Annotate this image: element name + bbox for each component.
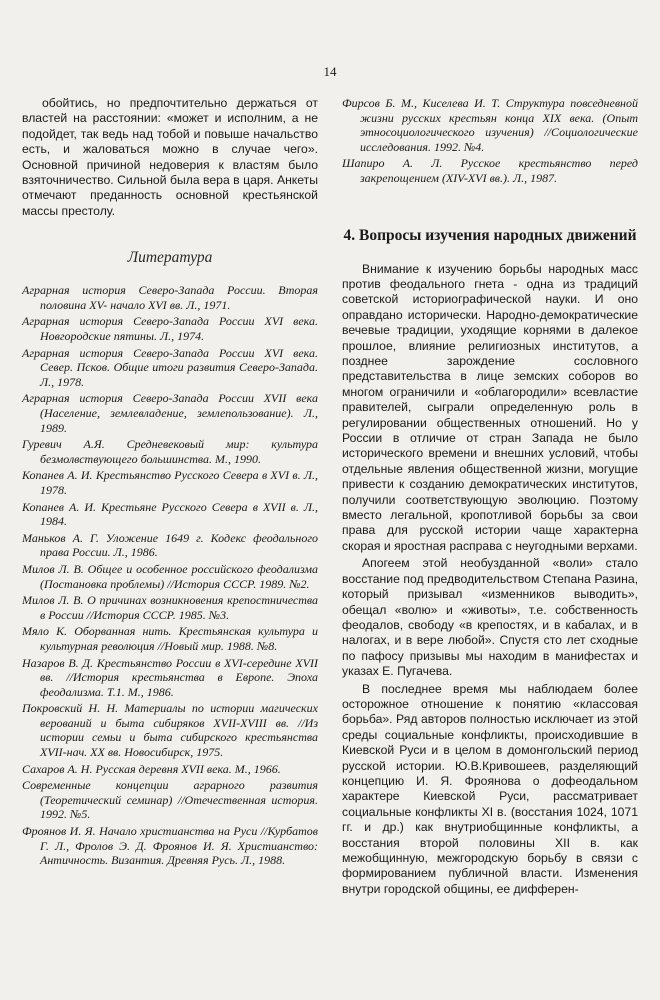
reference-item: Фроянов И. Я. Начало христианства на Руси //Курбатов Г. Л., Фролов Э. Д. Фроянов И. Я. Христианство: Античность. Византия. Древняя Русь. Л., 1988.: [22, 824, 318, 868]
references-list: [22, 283, 318, 868]
references-list-continued: [342, 96, 638, 186]
reference-item: Копанев А. И. Крестьянство Русского Севера в XVI в. Л., 1978.: [22, 468, 318, 497]
body-paragraph: В последнее время мы наблюдаем более осторожное отношение к понятию «классовая борьба». Ряд авторов полностью исключает из этой среды социальные конфликты, происходившие в Киевской Руси и в целом в домонгольский период русской истории. Ю.В.Кривошеев, разделяющий концепцию И. Я. Фроянова о дофеодальном характере Киевской Руси, рассматривает социальные конфликты XI в. (восстания 1024, 1071 гг. и др.) как внутриобщинные конфликты, а восстания второй половины XII в. как межобщинную, межгородскую борьбу в связи с формированием публичной власти. Изменения внутри городской общины, ее дифферен-: [342, 681, 638, 896]
reference-item: Сахаров А. Н. Русская деревня XVII века. М., 1966.: [22, 761, 281, 776]
reference-item: Фирсов Б. М., Киселева И. Т. Структура повседневной жизни русских крестьян конца XIX века. (Опыт этносоциологического изучения) //Социологические исследования. 1992. №4.: [342, 96, 638, 154]
reference-item: Аграрная история Северо-Запада России XVI века. Новгородские пятины. Л., 1974.: [22, 314, 318, 344]
reference-item: Гуревич А.Я. Средневековый мир: культура безмолвствующего большинства. М., 1990.: [22, 437, 318, 466]
reference-item: Покровский Н. Н. Материалы по истории магических верований и быта сибиряков XVII-XVIII вв. //Из истории семьи и быта сибирского крестьянства XVII-нач. XX вв. Новосибирск, 1975.: [22, 701, 318, 760]
reference-item: Аграрная история Северо-Запада России XVI века. Север. Псков. Общие итоги развития Северо-Запада. Л., 1978.: [22, 345, 318, 389]
body-paragraph: Внимание к изучению борьбы народных масс против феодального гнета - одна из традиций советской историографической науки. И оно оправдано исторически. Народно-демократические вечевые традиции, уходящие корнями в далекое прошлое, влияние религиозных институтов, а позднее зарождение сословного представительства в лице земских соборов во многом ограничили и «облагородили» всевластие правителей, сыграли определенную роль в регулировании общественных отношений. Но у России в отличие от стран Запада не было исторического времени и внешних условий, чтобы отдельные явления общественной жизни, могущие привести к созданию демократических институтов, получили соответствующую эволюцию. Поэтому вместо легальной, кропотливой борьбы за свои права для русской истории чаще характерна скорая и яростная расправа с неугодными верхами.: [342, 261, 638, 553]
reference-item: Современные концепции аграрного развития (Теоретический семинар) //Отечественная история. 1992. №5.: [22, 778, 318, 822]
reference-item: Милов Л. В. Общее и особенное российского феодализма (Постановка проблемы) //История СССР. 1989. №2.: [22, 561, 318, 591]
reference-item: Маньков А. Г. Уложение 1649 г. Кодекс феодального права России. Л., 1986.: [22, 530, 318, 560]
reference-item: Аграрная история Северо-Запада России. Вторая половина XV- начало XVI вв. Л., 1971.: [22, 283, 318, 312]
page-number: 14: [323, 64, 337, 79]
reference-item: Назаров В. Д. Крестьянство России в XVI-середине XVII вв. //История крестьянства в Европе. Эпоха феодализма. Т.1. М., 1986.: [22, 655, 318, 699]
right-column: [342, 96, 638, 899]
reference-item: Копанев А. И. Крестьяне Русского Севера в XVII в. Л., 1984.: [22, 499, 318, 529]
body-paragraph: Апогеем этой необузданной «воли» стало восстание под предводительством Степана Разина, который призывал «изменников выводить», обещал «волю» и «животы», т.е. собственность феодалов, свободу «в крепостях, и в кабалах, и в налогах, и в вере любой». Спустя сто лет сходные по пафосу призывы мы находим в манифестах и указах Е. Пугачева.: [342, 556, 638, 679]
reference-item: Аграрная история Северо-Запада России XVII века (Население, землевладение, землепользование). Л., 1989.: [22, 391, 318, 435]
opening-paragraph: обойтись, но предпочтительно держаться от властей на расстоянии: «может и исполним, а не подойдет, так ведь над тобой и повыше начальство есть, и жаловаться можно в случае чего». Основной причиной недоверия к властям было взяточничество. Сильной была вера в царя. Анкеты отмечают преданность основной крестьянской массы престолу.: [22, 96, 318, 218]
literature-heading: Литература: [127, 249, 213, 267]
reference-item: Милов Л. В. О причинах возникновения крепостничества в России //История СССР. 1985. №3.: [22, 593, 318, 622]
reference-item: Мяло К. Оборванная нить. Крестьянская культура и культурная революция //Новый мир. 1988. №8.: [22, 624, 318, 653]
left-column: [22, 96, 318, 870]
section-title: 4. Вопросы изучения народных движений: [343, 226, 637, 244]
reference-item: Шапиро А. Л. Русское крестьянство перед закрепощением (XIV-XVI вв.). Л., 1987.: [342, 156, 638, 185]
